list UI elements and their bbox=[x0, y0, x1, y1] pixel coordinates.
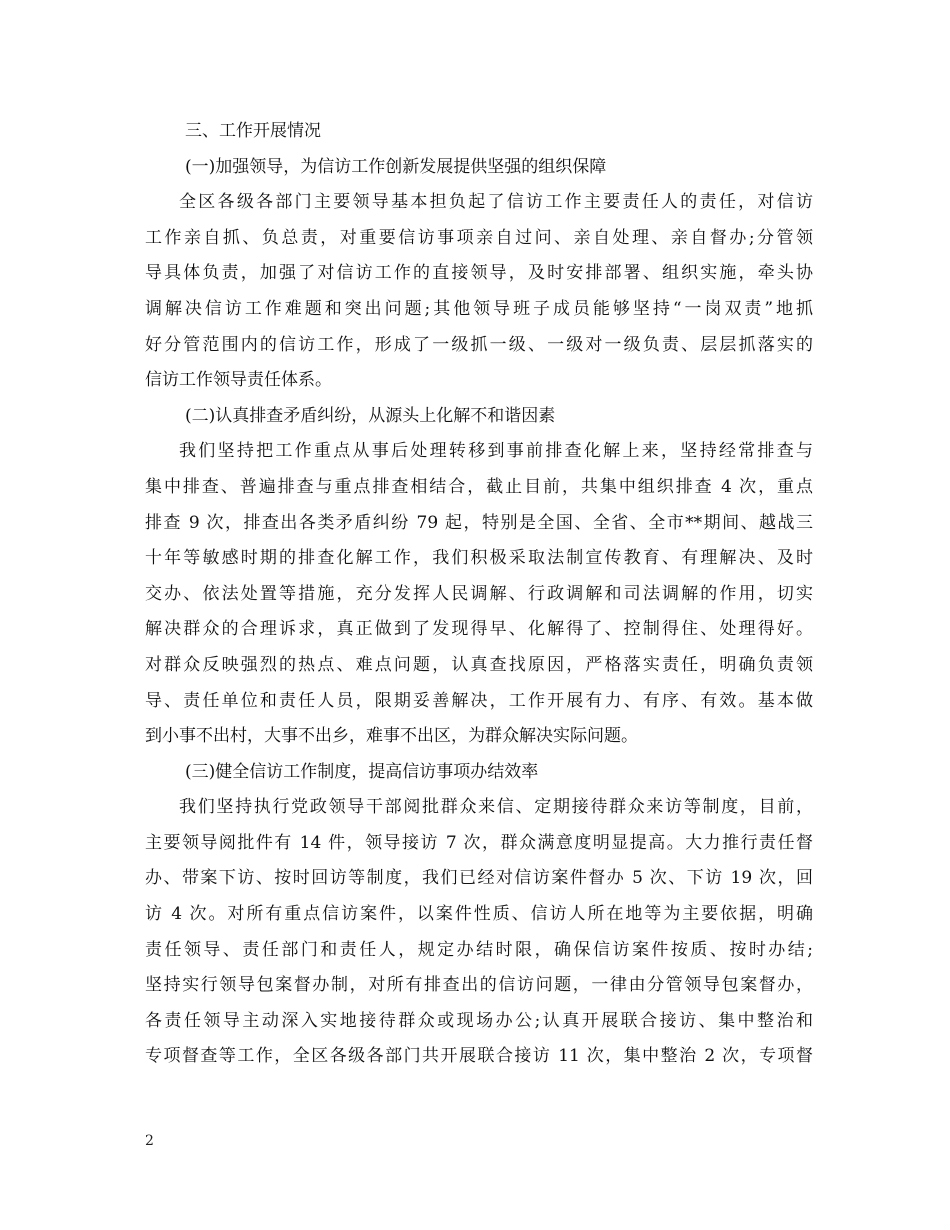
paragraph-line: 交办、依法处置等措施，充分发挥人民调解、行政调解和司法调解的作用，切实 bbox=[145, 583, 813, 604]
paragraph-line: 我们坚持把工作重点从事后处理转移到事前排查化解上来，坚持经常排查与 bbox=[179, 441, 813, 462]
paragraph-line: 对群众反映强烈的热点、难点问题，认真查找原因，严格落实责任，明确负责领 bbox=[145, 654, 813, 675]
section-heading: 三、工作开展情况 bbox=[185, 121, 321, 141]
paragraph-line: 导、责任单位和责任人员，限期妥善解决，工作开展有力、有序、有效。基本做 bbox=[145, 690, 813, 711]
paragraph-line: 调解决信访工作难题和突出问题;其他领导班子成员能够坚持“一岗双责”地抓 bbox=[145, 298, 813, 319]
paragraph-line: 全区各级各部门主要领导基本担负起了信访工作主要责任人的责任，对信访 bbox=[179, 192, 813, 213]
paragraph-line: 导具体负责，加强了对信访工作的直接领导，及时安排部署、组织实施，牵头协 bbox=[145, 263, 813, 284]
subsection-heading: (三)健全信访工作制度，提高信访事项办结效率 bbox=[185, 761, 539, 782]
paragraph-line: 好分管范围内的信访工作，形成了一级抓一级、一级对一级负责、层层抓落实的 bbox=[145, 334, 813, 355]
paragraph-line: 解决群众的合理诉求，真正做到了发现得早、化解得了、控制得住、处理得好。 bbox=[145, 619, 813, 640]
paragraph-line: 责任领导、责任部门和责任人，规定办结时限，确保信访案件按质、按时办结; bbox=[145, 939, 813, 960]
paragraph-line: 访 4 次。对所有重点信访案件，以案件性质、信访人所在地等为主要依据，明确 bbox=[145, 904, 813, 925]
paragraph-line: 排查 9 次，排查出各类矛盾纠纷 79 起，特别是全国、全省、全市**期间、越战三 bbox=[145, 512, 813, 533]
document-body bbox=[145, 114, 813, 1075]
paragraph-line: 坚持实行领导包案督办制，对所有排查出的信访问题，一律由分管领导包案督办， bbox=[145, 975, 813, 996]
paragraph-line: 我们坚持执行党政领导干部阅批群众来信、定期接待群众来访等制度，目前， bbox=[179, 797, 813, 818]
subsection-heading: (二)认真排查矛盾纠纷，从源头上化解不和谐因素 bbox=[185, 405, 556, 426]
page-number: 2 bbox=[145, 1133, 154, 1149]
subsection-heading: (一)加强领导，为信访工作创新发展提供坚强的组织保障 bbox=[185, 156, 607, 177]
paragraph-line: 信访工作领导责任体系。 bbox=[145, 370, 332, 391]
paragraph-line: 办、带案下访、按时回访等制度，我们已经对信访案件督办 5 次、下访 19 次，回 bbox=[145, 868, 813, 889]
paragraph-line: 十年等敏感时期的排查化解工作，我们积极采取法制宣传教育、有理解决、及时 bbox=[145, 548, 813, 569]
paragraph-line: 到小事不出村，大事不出乡，难事不出区，为群众解决实际问题。 bbox=[145, 726, 638, 747]
paragraph-line: 集中排查、普遍排查与重点排查相结合，截止目前，共集中组织排查 4 次，重点 bbox=[145, 476, 813, 497]
paragraph-line: 专项督查等工作，全区各级各部门共开展联合接访 11 次，集中整治 2 次，专项督 bbox=[145, 1046, 813, 1067]
paragraph-line: 工作亲自抓、负总责，对重要信访事项亲自过问、亲自处理、亲自督办;分管领 bbox=[145, 227, 813, 248]
paragraph-line: 各责任领导主动深入实地接待群众或现场办公;认真开展联合接访、集中整治和 bbox=[145, 1010, 813, 1031]
paragraph-line: 主要领导阅批件有 14 件，领导接访 7 次，群众满意度明显提高。大力推行责任督 bbox=[145, 832, 813, 853]
